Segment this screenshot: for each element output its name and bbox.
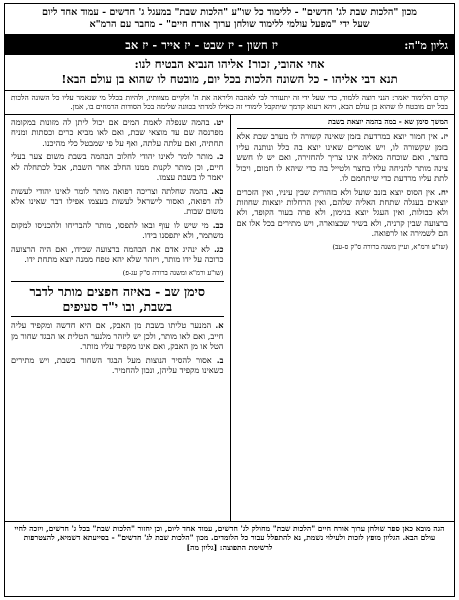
paragraph-text: אסור להסיר הנוצות מעל הבגד השחור בשבת, ויש מתירים כשאינו מקפיד עליהן, ונכון להחמיר.	[11, 354, 224, 375]
paragraph-number: כב.	[212, 219, 224, 230]
masthead-line-1: מכון "הלכות שבת לג' חדשים" - ללימוד כל שו"ע "הלכות שבת" במעגל ג' חדשים - עמוד אחד ליום	[42, 7, 417, 18]
document-page	[4, 3, 455, 597]
two-column-body	[5, 115, 454, 522]
paragraph	[11, 220, 224, 241]
right-column	[230, 115, 455, 521]
footer-note: הגה מובא כאן ספר שולחן ערוך אורח חיים "הלכות שבת" מחולק לג' חדשים, עמוד אחד ליום, וכן יחזור "הלכות שבת" בכל ג' חדשים, ויזכה לחיי עולם הבא. הגליון מופץ לזכות ולעילוי נשמת, נא להתפלל עבור כל הלומדים. מכון "הלכות שבת לג' חדשים" - בסייעתא דשמיא, להצטרפות לרשימת התפוצה: [גליון מה]	[14, 523, 445, 552]
dedication-text: קודם הלימוד יאמר: הנני רוצה ללמוד, כדי שעל ידי זה יתעורר לבי לאהבה וליראה את ה' ולקיים מצוותיו, ולהיות בכלל מי שנאמר עליו כל השונה הלכות בכל יום מובטח לו שהוא בן עולם הבא, ויהא רעוא קדמך שיתקבל לימודי זה כאילו למדתי בכוונה שלימה בכל הסודות הרמוזים בו, אמן.	[5, 91, 454, 115]
source-citation: (שו"ע ורמ"א, ועיין משנה ברורה ס"ק ס-עב)	[332, 242, 448, 251]
issue-dates: יז חשון - יז שבט - יז אייר - יז אב	[125, 38, 278, 52]
paragraph-number: יט.	[213, 116, 224, 127]
title-line-1: אחי אהובי, זכור! אליהו הנביא הבטיח לנו:	[134, 57, 325, 71]
paragraph-text: המנער טליתו בשבת מן האבק, אם היא חדשה ומקפיד עליה חייב, ואם לאו מותר, ולכן יש ליזהר מלנער הטלית או הבגד שחור מן הטל או מן האבק, ואם אינו מקפיד עליו מותר.	[11, 320, 224, 352]
paragraph	[11, 355, 224, 376]
paragraph-text: לא ינהיג אדם את הבהמה ברצועה שבידו, ואם היה הרצועה כרוכה על ידו מותר, ויזהר שלא יהא טפח ממנה יוצא מתחת ידו.	[11, 243, 224, 265]
paragraph-number: יח.	[438, 186, 448, 197]
masthead-line-2: שעל ידי "מפעל עולמי ללימוד שולחן ערוך אורח חיים" - מחבר עם הרמ"א	[89, 19, 370, 30]
paragraph-number: כג.	[213, 243, 224, 254]
paragraph-number: א.	[215, 320, 224, 331]
paragraph	[11, 186, 224, 217]
siman-heading: סימן שב - באיזה חפצים מותר לדבר בשבת, ובו י"ד סעיפים	[11, 281, 224, 317]
title-line-2: תנא דבי אליהו - כל השונה הלכות בכל יום, מובטח לו שהוא בן עולם הבא!	[61, 72, 398, 86]
paragraph	[237, 131, 449, 183]
paragraph	[237, 187, 449, 239]
source-citation: (שו"ע ורמ"א ומשנה ברורה ס"ק עג-פ)	[122, 268, 224, 277]
paragraph-text: מותר לומר לאינו יהודי לחלוב הבהמה בשבת משום צער בעלי חיים, וכן מותר לקנות ממנו החלב אחר השבת, אבל לכתחלה לא יאמר לו בשבת עצמו.	[11, 151, 224, 183]
paragraph-text: בהמה שנפלה לאמת המים אם יכול ליתן לה מזונות במקומה מפרנסה שם עד מוצאי שבת, ואם לאו מביא כרים וכסתות ומניח תחתיה, ואם עלתה עלתה, ואף על פי שמבטל כלי מהיכנו.	[11, 116, 224, 148]
paragraph	[11, 320, 224, 351]
left-column	[5, 115, 230, 521]
paragraph-text: מי שיש לו עוף ובאו לתפסו, מותר להבריחו ולהכניסו למקום משתמר, ולא יתפסנו בידו.	[11, 219, 224, 241]
paragraph-text: אין הסוס יוצא בזנב שועל ולא בזהורית שבין עיניו, ואין הזכרים יוצאים בעגלה שתחת האליה שלהם, ואין הרחלות יוצאות שחוזות ולא כבולות, ואין העגל יוצא בגימון, ולא פרה בעור הקופד, ולא ברצועה שבין קרניה, ולא בשיר שבצוארה, ויש מתירים בכל אלו אם הם לשמירה או לרפואה.	[236, 186, 448, 239]
issue-bar	[5, 35, 454, 55]
paragraph-number: ב.	[216, 354, 224, 365]
paragraph-text: אין חמור יוצא במרדעת בזמן שאינה קשורה לו מערב שבת אלא בזמן שקשורה לו, ויש אומרים שאינו יוצא בה כלל ונותנה עליו בחצר, ואם שוכחה מאליה אינו צריך להחזירה, ואם יש לו חשש צינה מותר להניחה עליו בחצר ולטייל בה כדי שיהא לו חמום, ויכול לתת עליו מרדעת כדי שיתחמם לו.	[236, 131, 448, 184]
title-block	[5, 55, 454, 91]
paragraph	[11, 117, 224, 148]
section-label: המשך סימן שא - במה בהמה יוצאת בשבת	[237, 117, 449, 129]
issue-label: גליון מ"ה:	[398, 39, 454, 52]
paragraph-text: בהמה שחלתה וצריכה רפואה מותר לומר לאינו יהודי לעשות לה רפואה, ואסור לישראל לעשות בעצמו אפילו דבר שאינו אלא משום שבות.	[11, 185, 224, 217]
paragraph	[11, 244, 224, 265]
paragraph-number: כ.	[216, 151, 224, 162]
paragraph-number: כא.	[211, 185, 224, 196]
paragraph-number: יז.	[440, 131, 448, 142]
paragraph	[11, 151, 224, 182]
masthead	[5, 4, 454, 35]
